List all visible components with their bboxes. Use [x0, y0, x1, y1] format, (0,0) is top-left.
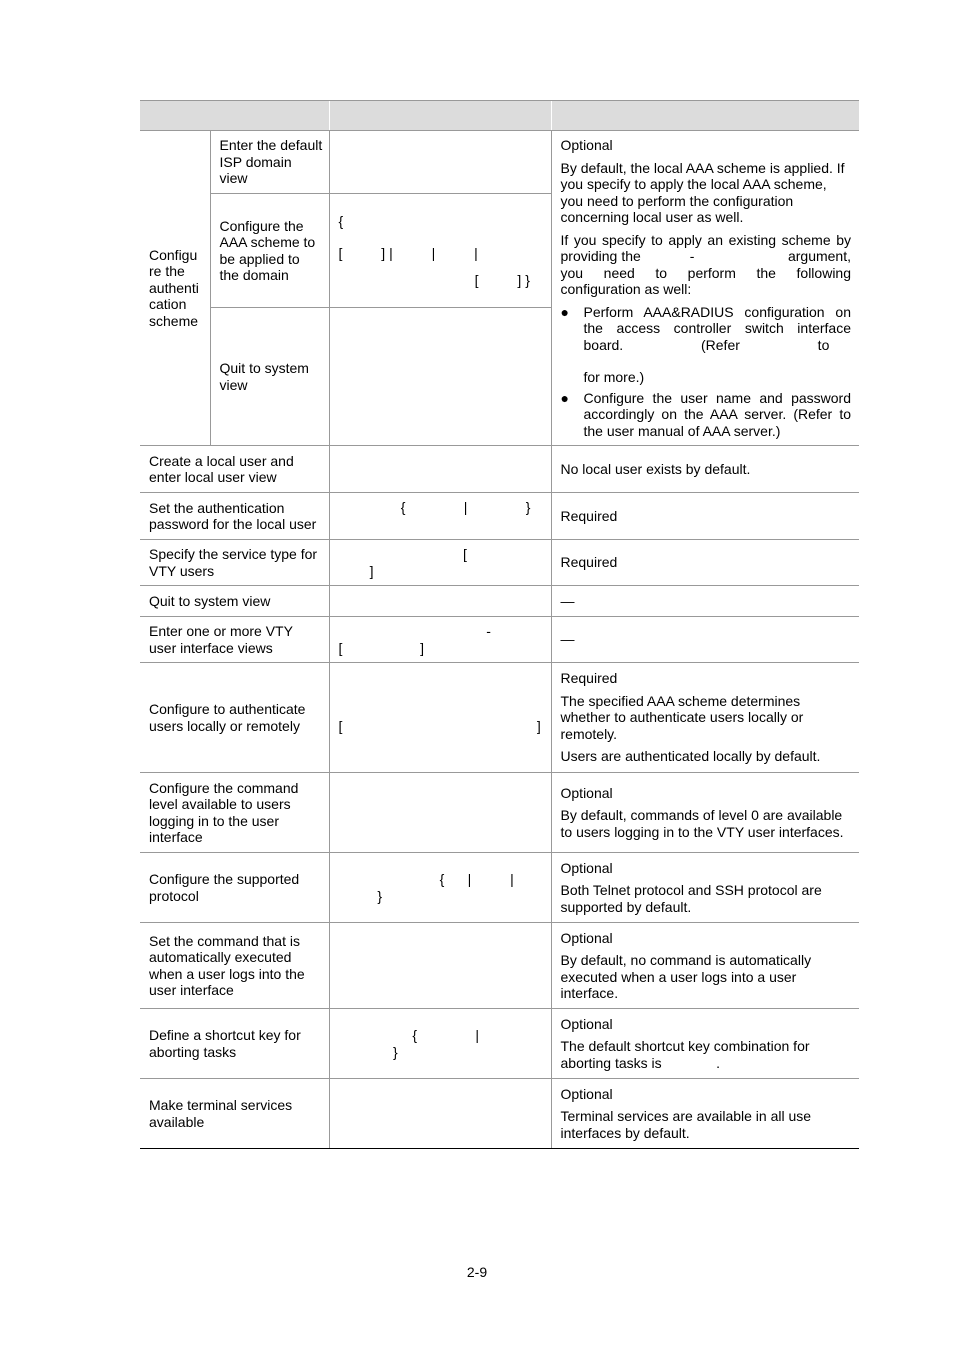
command-cell: [329, 446, 551, 493]
operation-cell: [210, 194, 329, 308]
remark-cell: [551, 493, 859, 540]
remark-text: Required: [560, 507, 618, 524]
remark-cell: [551, 131, 859, 446]
command-text: [ ]: [338, 639, 425, 656]
operation-text: Quit to system view: [219, 360, 309, 393]
remark-text: Optional: [560, 1015, 613, 1032]
remark-text: By default, commands of level 0 are available to users logging in to the VTY user interfaces.: [560, 807, 844, 840]
remark-text: Required: [560, 554, 618, 571]
remark-text: Both Telnet protocol and SSH protocol are supported by default.: [560, 882, 822, 915]
remark-cell: [551, 1009, 859, 1079]
operation-text: Create a local user and enter local user view: [149, 452, 294, 485]
table-row: [140, 663, 859, 773]
command-cell: [329, 773, 551, 853]
operation-cell: [140, 773, 329, 853]
table-row: [140, 131, 859, 194]
table-row: [140, 853, 859, 923]
command-cell: [329, 540, 551, 586]
operation-cell: [140, 493, 329, 540]
operation-text: Set the authentication password for the local user: [149, 499, 317, 532]
operation-text: Configure the AAA scheme to be applied to the domain: [219, 217, 316, 283]
command-text: { | }: [338, 499, 531, 515]
command-cell: [329, 853, 551, 923]
bullet-icon: ●: [560, 303, 569, 320]
command-cell: [329, 308, 551, 446]
operation-text: Make terminal services available: [149, 1097, 293, 1130]
table-row: [140, 923, 859, 1009]
command-cell: [329, 493, 551, 540]
operation-cell: [210, 131, 329, 194]
command-text: [ ] }: [338, 271, 530, 288]
remark-text: —: [560, 592, 575, 609]
operation-text: Configure the command level available to users logging in to the user interface: [149, 779, 299, 845]
configuration-table: [140, 100, 859, 1149]
remark-cell: [551, 446, 859, 493]
remark-cell: [551, 617, 859, 663]
table-row: [140, 493, 859, 540]
command-cell: [329, 194, 551, 308]
group-label: Configu re the authenti cation scheme: [149, 246, 199, 329]
remark-text: Optional: [560, 859, 613, 876]
remark-text: —: [560, 631, 575, 648]
remark-cell: [551, 586, 859, 617]
page-number: 2-9: [466, 1264, 488, 1280]
command-cell: [329, 131, 551, 194]
table-row: [140, 540, 859, 586]
remark-text: Users are authenticated locally by default.: [560, 748, 821, 765]
table-row: [140, 773, 859, 853]
header-cell-command: [329, 101, 551, 131]
command-cell: [329, 1079, 551, 1149]
group-label-cell: [140, 131, 210, 446]
table-row: [140, 617, 859, 663]
remark-text: Terminal services are available in all use interfaces by default.: [560, 1108, 812, 1141]
command-text: }: [338, 887, 383, 904]
operation-text: Define a shortcut key for aborting tasks: [149, 1027, 301, 1060]
table-header-row: [140, 101, 859, 131]
command-text: { | |: [338, 871, 514, 887]
header-cell-remarks: [551, 101, 859, 131]
remark-cell: [551, 540, 859, 586]
remark-cell: [551, 923, 859, 1009]
command-text: [ ]: [338, 718, 541, 734]
remark-text: Required: [560, 670, 618, 687]
remark-cell: [551, 773, 859, 853]
command-text: -: [338, 623, 491, 639]
remark-text: Optional: [560, 137, 613, 153]
command-text: }: [338, 1043, 398, 1060]
table-row: [140, 446, 859, 493]
operation-cell: [140, 663, 329, 773]
operation-cell: [140, 617, 329, 663]
bullet-text: Perform AAA&RADIUS configuration on the access controller switch interface board. (Refer to: [583, 303, 855, 353]
operation-cell: [140, 586, 329, 617]
command-cell: [329, 617, 551, 663]
command-cell: [329, 1009, 551, 1079]
bullet-icon: ●: [560, 389, 569, 406]
table-row: [140, 1009, 859, 1079]
operation-cell: [140, 923, 329, 1009]
operation-text: Specify the service type for VTY users: [149, 546, 318, 579]
operation-text: Quit to system view: [149, 592, 271, 609]
spacer: [584, 353, 852, 369]
remark-text: Optional: [560, 784, 613, 801]
header-cell-operation: [140, 101, 329, 131]
command-text: { |: [338, 1027, 480, 1043]
remark-text: The default shortcut key combination for aborting tasks is .: [560, 1038, 814, 1071]
operation-cell: [140, 446, 329, 493]
remark-text: By default, no command is automatically executed when a user logs into a user interface.: [560, 952, 812, 1001]
operation-text: Configure to authenticate users locally or remotely: [149, 701, 306, 734]
remark-text: No local user exists by default.: [560, 460, 751, 477]
remark-text: By default, the local AAA scheme is applied. If you specify to apply the local AAA scheme, you need to perform the configuration concerning local user as well.: [560, 159, 845, 225]
command-cell: [329, 586, 551, 617]
command-cell: [329, 923, 551, 1009]
remark-cell: [551, 663, 859, 773]
operation-cell: [140, 1079, 329, 1149]
remark-text: If you specify to apply an existing scheme by providing the - argument, you need to perform the following configuration as well:: [560, 231, 855, 297]
bullet-text: Configure the user name and password accordingly on the AAA server. (Refer to the user manual of AAA server.): [583, 389, 851, 439]
table-row: [140, 1079, 859, 1149]
command-cell: [329, 663, 551, 773]
command-text: [: [338, 546, 467, 562]
remark-text: Optional: [560, 929, 613, 946]
remark-cell: [551, 853, 859, 923]
operation-text: Enter one or more VTY user interface views: [149, 623, 293, 656]
command-text: {: [338, 212, 344, 229]
operation-text: Enter the default ISP domain view: [219, 137, 323, 187]
operation-cell: [140, 1009, 329, 1079]
remark-text: The specified AAA scheme determines whether to authenticate users locally or remotely.: [560, 692, 804, 742]
remark-cell: [551, 1079, 859, 1149]
bullet-item: [560, 303, 855, 386]
command-text: [ ] | | |: [338, 245, 478, 262]
operation-cell: [140, 540, 329, 586]
operation-text: Set the command that is automatically executed when a user logs into the user interface: [149, 932, 305, 998]
bullet-text: for more.): [583, 369, 645, 385]
operation-cell: [210, 308, 329, 446]
remark-text: Optional: [560, 1085, 613, 1102]
command-text: ]: [338, 562, 374, 579]
table-row: [140, 586, 859, 617]
operation-cell: [140, 853, 329, 923]
bullet-item: [561, 390, 852, 440]
operation-text: Configure the supported protocol: [149, 871, 300, 904]
